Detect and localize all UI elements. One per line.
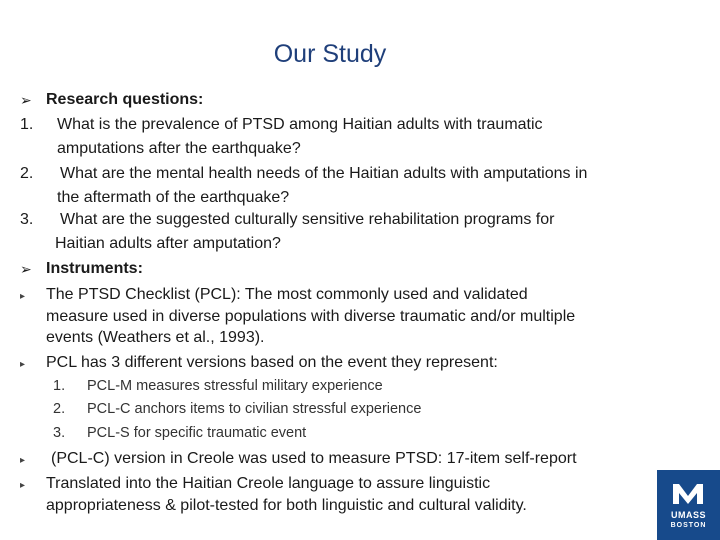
question-line: What is the prevalence of PTSD among Haitian adults with traumatic (57, 116, 543, 133)
slide-title: Our Study (273, 40, 387, 68)
question-line: amputations after the earthquake? (57, 140, 301, 157)
question-number: 3. (20, 211, 34, 228)
question-line: Haitian adults after amputation? (55, 235, 281, 252)
arrow-bullet-icon: ➢ (20, 261, 32, 277)
versions-intro: PCL has 3 different versions based on the event they represent: (46, 354, 498, 371)
pcl-line: The PTSD Checklist (PCL): The most commonly used and validated (46, 286, 528, 303)
translated-line: appropriateness & pilot-tested for both linguistic and cultural validity. (46, 497, 527, 514)
triangle-bullet-icon: ▸ (20, 455, 26, 466)
pcl-line: events (Weathers et al., 1993). (46, 329, 265, 346)
translated-line: Translated into the Haitian Creole language to assure linguistic (46, 475, 491, 492)
question-line: What are the mental health needs of the Haitian adults with amputations in (60, 165, 588, 182)
version-number: 3. (53, 425, 66, 441)
research-questions-heading: Research questions: (46, 91, 204, 108)
umass-boston-logo (657, 470, 720, 540)
question-number: 1. (20, 116, 34, 133)
logo-boston-text: BOSTON (670, 522, 707, 529)
question-line-continued (57, 139, 301, 158)
pcl-line-continued (46, 307, 575, 326)
creole-text: (PCL-C) version in Creole was used to measure PTSD: 17-item self-report (51, 450, 577, 467)
logo-umass-text: UMASS (670, 510, 706, 520)
pcl-line-continued (46, 328, 264, 347)
question-line-continued (55, 234, 281, 253)
version-text: PCL-M measures stressful military experience (87, 378, 383, 394)
question-number: 2. (20, 165, 34, 182)
question-line: What are the suggested culturally sensitive rehabilitation programs for (60, 211, 555, 228)
triangle-bullet-icon: ▸ (20, 291, 26, 302)
arrow-bullet-icon: ➢ (20, 92, 32, 108)
question-line-continued (57, 188, 289, 207)
pcl-line: measure used in diverse populations with diverse traumatic and/or multiple (46, 308, 576, 325)
version-text: PCL-C anchors items to civilian stressful experience (87, 401, 422, 417)
triangle-bullet-icon: ▸ (20, 359, 26, 370)
question-line: the aftermath of the earthquake? (57, 189, 290, 206)
version-number: 1. (53, 378, 66, 394)
triangle-bullet-icon: ▸ (20, 480, 26, 491)
umass-mark-icon (671, 480, 705, 506)
version-text: PCL-S for specific traumatic event (87, 425, 307, 441)
translated-line-continued (46, 496, 527, 515)
version-number: 2. (53, 401, 66, 417)
instruments-heading: Instruments: (46, 260, 143, 277)
